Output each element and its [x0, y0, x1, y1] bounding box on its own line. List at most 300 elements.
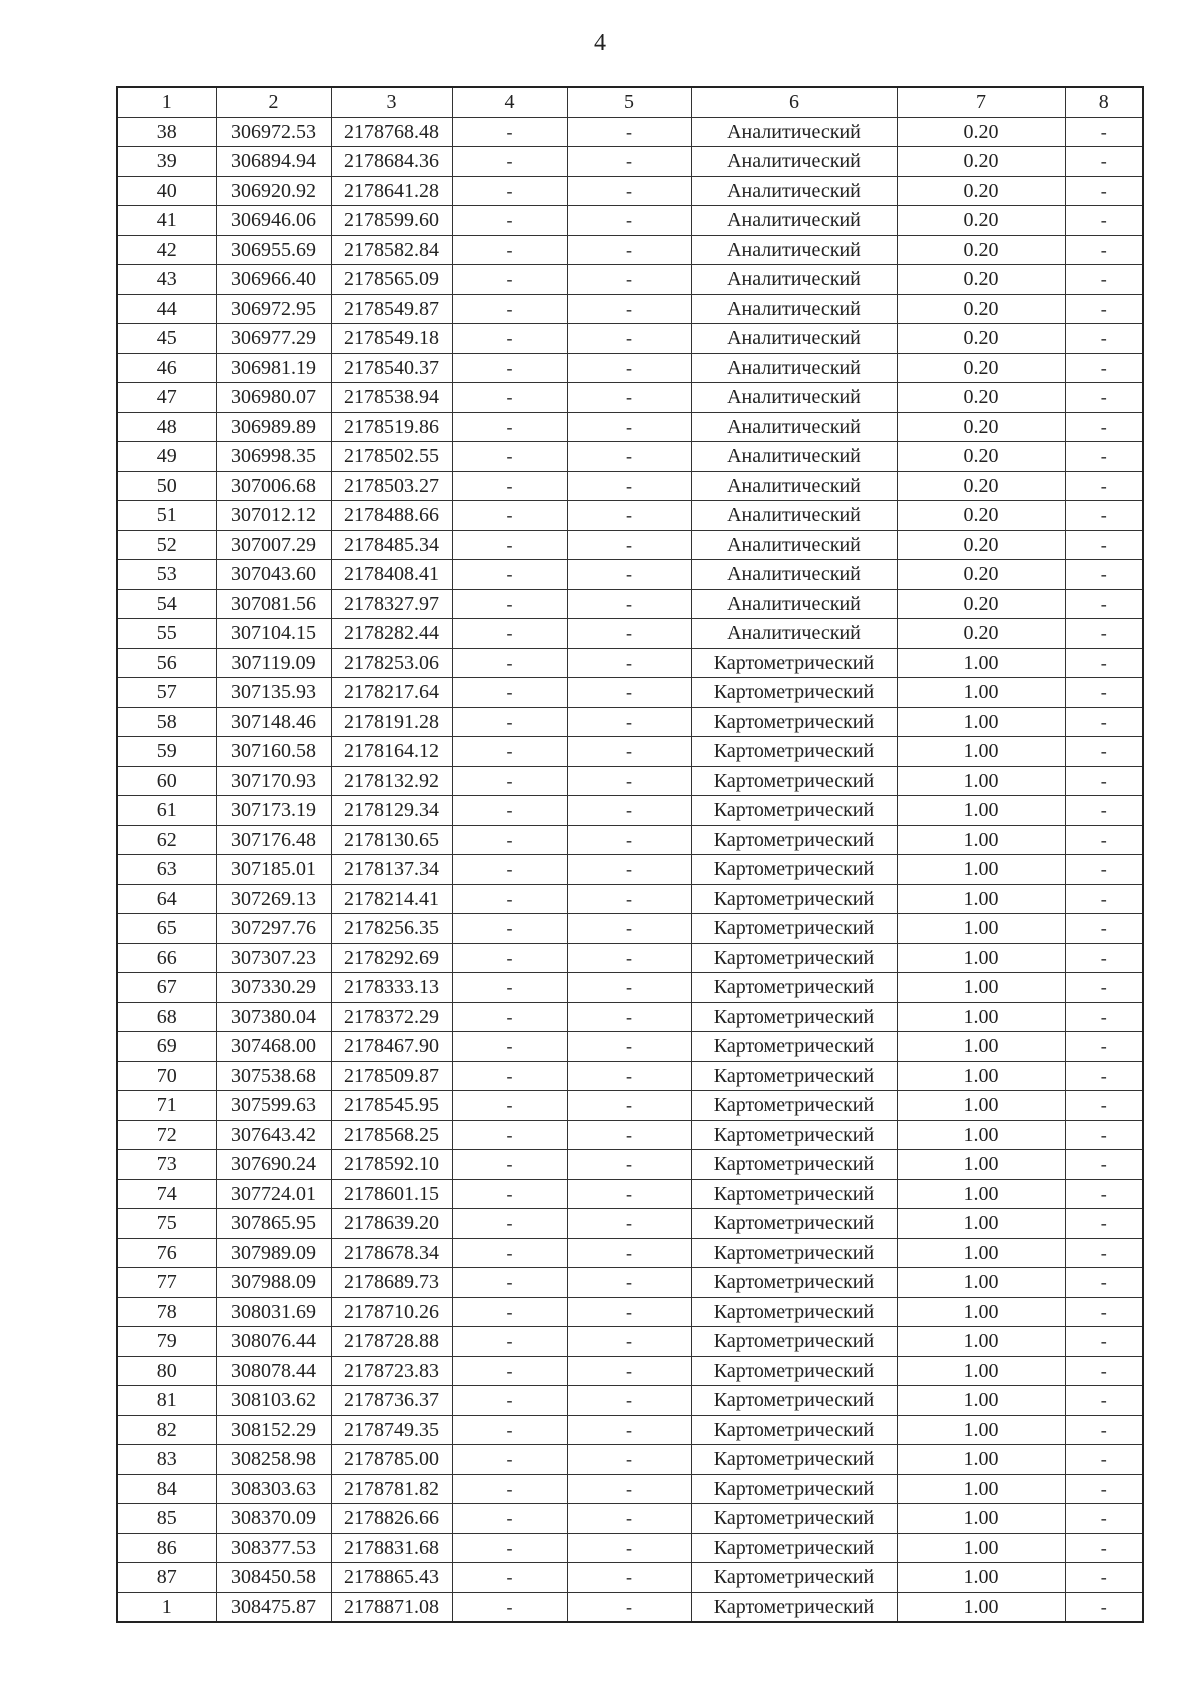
table-cell: -	[452, 560, 567, 590]
table-cell: 2178191.28	[331, 707, 452, 737]
table-cell: -	[567, 294, 691, 324]
table-cell: 1.00	[897, 1297, 1065, 1327]
table-cell: Картометрический	[691, 1533, 897, 1563]
table-cell: -	[567, 442, 691, 472]
table-cell: -	[1065, 914, 1143, 944]
table-cell: 1.00	[897, 914, 1065, 944]
table-cell: -	[1065, 530, 1143, 560]
table-cell: 307643.42	[216, 1120, 331, 1150]
table-cell: -	[567, 619, 691, 649]
table-cell: Картометрический	[691, 1179, 897, 1209]
table-cell: 2178333.13	[331, 973, 452, 1003]
table-cell: 2178736.37	[331, 1386, 452, 1416]
table-cell: -	[567, 678, 691, 708]
table-cell: -	[452, 1032, 567, 1062]
table-cell: 39	[117, 147, 216, 177]
table-row	[117, 855, 1143, 885]
table-row	[117, 147, 1143, 177]
table-cell: -	[1065, 943, 1143, 973]
table-cell: Аналитический	[691, 383, 897, 413]
table-cell: 68	[117, 1002, 216, 1032]
table-cell: -	[452, 1238, 567, 1268]
table-row	[117, 235, 1143, 265]
table-cell: -	[1065, 884, 1143, 914]
table-cell: -	[452, 412, 567, 442]
table-row	[117, 265, 1143, 295]
table-cell: 2178565.09	[331, 265, 452, 295]
table-row	[117, 589, 1143, 619]
table-cell: 2178503.27	[331, 471, 452, 501]
table-cell: Аналитический	[691, 412, 897, 442]
table-cell: 1.00	[897, 1356, 1065, 1386]
table-cell: 1.00	[897, 1327, 1065, 1357]
table-cell: 2178781.82	[331, 1474, 452, 1504]
table-cell: 1.00	[897, 1061, 1065, 1091]
column-header: 8	[1065, 87, 1143, 117]
table-cell: 2178292.69	[331, 943, 452, 973]
table-cell: 2178641.28	[331, 176, 452, 206]
table-cell: -	[452, 471, 567, 501]
table-row	[117, 1002, 1143, 1032]
table-cell: -	[567, 383, 691, 413]
table-cell: -	[567, 1356, 691, 1386]
table-cell: -	[1065, 1091, 1143, 1121]
table-cell: -	[1065, 648, 1143, 678]
table-cell: -	[1065, 442, 1143, 472]
table-cell: 49	[117, 442, 216, 472]
table-cell: -	[452, 1179, 567, 1209]
table-cell: Аналитический	[691, 147, 897, 177]
table-cell: 80	[117, 1356, 216, 1386]
table-cell: Картометрический	[691, 884, 897, 914]
table-cell: -	[452, 1002, 567, 1032]
table-cell: -	[1065, 973, 1143, 1003]
table-cell: 307269.13	[216, 884, 331, 914]
table-cell: 46	[117, 353, 216, 383]
table-cell: 0.20	[897, 501, 1065, 531]
table-cell: 2178509.87	[331, 1061, 452, 1091]
table-cell: -	[452, 973, 567, 1003]
table-cell: -	[1065, 265, 1143, 295]
table-row	[117, 1120, 1143, 1150]
table-cell: 2178549.87	[331, 294, 452, 324]
table-cell: 85	[117, 1504, 216, 1534]
table-cell: -	[567, 176, 691, 206]
table-cell: Картометрический	[691, 1238, 897, 1268]
table-row	[117, 1356, 1143, 1386]
table-cell: 44	[117, 294, 216, 324]
table-cell: 306980.07	[216, 383, 331, 413]
table-cell: -	[567, 324, 691, 354]
table-cell: -	[567, 206, 691, 236]
table-cell: 1.00	[897, 1091, 1065, 1121]
table-row	[117, 383, 1143, 413]
table-cell: 2178485.34	[331, 530, 452, 560]
table-cell: -	[452, 1474, 567, 1504]
table-row	[117, 117, 1143, 147]
table-row	[117, 825, 1143, 855]
table-cell: -	[567, 707, 691, 737]
table-cell: -	[452, 117, 567, 147]
table-row	[117, 678, 1143, 708]
table-cell: 2178582.84	[331, 235, 452, 265]
table-cell: 2178253.06	[331, 648, 452, 678]
table-cell: -	[452, 914, 567, 944]
table-cell: 66	[117, 943, 216, 973]
table-cell: 1.00	[897, 1238, 1065, 1268]
table-cell: -	[452, 235, 567, 265]
table-cell: -	[567, 884, 691, 914]
table-cell: Картометрический	[691, 855, 897, 885]
table-cell: Картометрический	[691, 766, 897, 796]
table-row	[117, 1297, 1143, 1327]
table-cell: 62	[117, 825, 216, 855]
table-cell: -	[1065, 501, 1143, 531]
table-cell: 308475.87	[216, 1592, 331, 1622]
table-row	[117, 1474, 1143, 1504]
table-cell: 1.00	[897, 1563, 1065, 1593]
table-cell: 306989.89	[216, 412, 331, 442]
table-cell: -	[1065, 1297, 1143, 1327]
table-cell: Картометрический	[691, 1356, 897, 1386]
table-cell: -	[1065, 1563, 1143, 1593]
table-cell: 308450.58	[216, 1563, 331, 1593]
table-cell: -	[452, 1091, 567, 1121]
table-cell: 307989.09	[216, 1238, 331, 1268]
table-cell: 2178723.83	[331, 1356, 452, 1386]
table-cell: 2178327.97	[331, 589, 452, 619]
table-cell: -	[1065, 1327, 1143, 1357]
table-cell: 306977.29	[216, 324, 331, 354]
table-row	[117, 1504, 1143, 1534]
table-cell: Картометрический	[691, 737, 897, 767]
table-cell: 82	[117, 1415, 216, 1445]
table-row	[117, 1415, 1143, 1445]
table-cell: -	[1065, 1504, 1143, 1534]
table-cell: Аналитический	[691, 265, 897, 295]
table-cell: 307690.24	[216, 1150, 331, 1180]
table-cell: -	[567, 530, 691, 560]
table-cell: Аналитический	[691, 560, 897, 590]
table-cell: 1.00	[897, 1150, 1065, 1180]
table-cell: Аналитический	[691, 176, 897, 206]
table-cell: 307724.01	[216, 1179, 331, 1209]
table-cell: 308258.98	[216, 1445, 331, 1475]
table-cell: 2178538.94	[331, 383, 452, 413]
table-cell: -	[1065, 353, 1143, 383]
table-cell: 50	[117, 471, 216, 501]
table-cell: -	[567, 737, 691, 767]
coordinates-table	[116, 86, 1144, 1623]
table-cell: 51	[117, 501, 216, 531]
table-cell: Картометрический	[691, 1209, 897, 1239]
table-cell: 41	[117, 206, 216, 236]
table-cell: 2178519.86	[331, 412, 452, 442]
table-cell: Картометрический	[691, 678, 897, 708]
table-cell: -	[1065, 1002, 1143, 1032]
table-cell: -	[567, 855, 691, 885]
table-cell: -	[452, 1386, 567, 1416]
table-cell: -	[1065, 1445, 1143, 1475]
table-cell: -	[567, 1563, 691, 1593]
table-row	[117, 1061, 1143, 1091]
table-cell: -	[1065, 1150, 1143, 1180]
table-cell: 0.20	[897, 589, 1065, 619]
table-row	[117, 1091, 1143, 1121]
table-cell: -	[567, 412, 691, 442]
table-cell: Картометрический	[691, 973, 897, 1003]
table-cell: Аналитический	[691, 117, 897, 147]
table-cell: -	[1065, 678, 1143, 708]
table-cell: 0.20	[897, 235, 1065, 265]
table-cell: 63	[117, 855, 216, 885]
table-cell: -	[452, 1150, 567, 1180]
table-cell: -	[452, 796, 567, 826]
table-cell: 307599.63	[216, 1091, 331, 1121]
table-cell: 55	[117, 619, 216, 649]
table-cell: 47	[117, 383, 216, 413]
table-cell: 2178639.20	[331, 1209, 452, 1239]
table-cell: -	[567, 825, 691, 855]
table-cell: -	[452, 884, 567, 914]
table-row	[117, 648, 1143, 678]
table-cell: -	[452, 206, 567, 236]
table-cell: 69	[117, 1032, 216, 1062]
table-cell: 2178540.37	[331, 353, 452, 383]
table-cell: -	[567, 1268, 691, 1298]
table-cell: 308152.29	[216, 1415, 331, 1445]
table-cell: Картометрический	[691, 1120, 897, 1150]
table-cell: 2178601.15	[331, 1179, 452, 1209]
table-cell: 2178678.34	[331, 1238, 452, 1268]
table-cell: -	[1065, 1032, 1143, 1062]
table-cell: -	[567, 1061, 691, 1091]
table-cell: Картометрический	[691, 707, 897, 737]
table-cell: -	[1065, 1474, 1143, 1504]
table-cell: 307006.68	[216, 471, 331, 501]
table-cell: 2178137.34	[331, 855, 452, 885]
table-cell: Картометрический	[691, 1415, 897, 1445]
table-row	[117, 1327, 1143, 1357]
table-cell: Картометрический	[691, 914, 897, 944]
column-header: 2	[216, 87, 331, 117]
table-cell: 64	[117, 884, 216, 914]
table-cell: 307007.29	[216, 530, 331, 560]
table-row	[117, 1592, 1143, 1622]
table-cell: 306972.95	[216, 294, 331, 324]
table-cell: -	[1065, 619, 1143, 649]
table-cell: 61	[117, 796, 216, 826]
table-cell: -	[1065, 147, 1143, 177]
table-cell: Картометрический	[691, 1268, 897, 1298]
table-cell: 308377.53	[216, 1533, 331, 1563]
table-row	[117, 619, 1143, 649]
table-cell: -	[1065, 1209, 1143, 1239]
table-cell: 0.20	[897, 383, 1065, 413]
column-header: 4	[452, 87, 567, 117]
page-number: 4	[594, 30, 606, 56]
table-cell: -	[452, 737, 567, 767]
table-cell: -	[1065, 176, 1143, 206]
table-cell: -	[452, 1563, 567, 1593]
table-cell: 307173.19	[216, 796, 331, 826]
table-cell: Картометрический	[691, 648, 897, 678]
table-row	[117, 530, 1143, 560]
table-cell: 307380.04	[216, 1002, 331, 1032]
table-cell: 2178256.35	[331, 914, 452, 944]
table-cell: 307160.58	[216, 737, 331, 767]
table-cell: 307119.09	[216, 648, 331, 678]
table-cell: 306955.69	[216, 235, 331, 265]
table-cell: Картометрический	[691, 1445, 897, 1475]
table-cell: 306966.40	[216, 265, 331, 295]
table-cell: 307988.09	[216, 1268, 331, 1298]
table-cell: 0.20	[897, 265, 1065, 295]
table-row	[117, 973, 1143, 1003]
table-cell: 2178164.12	[331, 737, 452, 767]
table-cell: -	[567, 1238, 691, 1268]
table-row	[117, 412, 1143, 442]
table-cell: -	[1065, 1268, 1143, 1298]
table-cell: -	[452, 353, 567, 383]
table-row	[117, 707, 1143, 737]
table-cell: -	[452, 1592, 567, 1622]
table-row	[117, 796, 1143, 826]
table-cell: 70	[117, 1061, 216, 1091]
table-cell: Картометрический	[691, 1592, 897, 1622]
table-cell: -	[1065, 471, 1143, 501]
table-cell: Аналитический	[691, 294, 897, 324]
table-cell: 2178785.00	[331, 1445, 452, 1475]
table-cell: -	[567, 943, 691, 973]
table-cell: 2178545.95	[331, 1091, 452, 1121]
table-cell: -	[1065, 1533, 1143, 1563]
table-cell: -	[452, 1327, 567, 1357]
table-cell: 54	[117, 589, 216, 619]
table-cell: 76	[117, 1238, 216, 1268]
table-cell: -	[1065, 235, 1143, 265]
table-cell: 2178871.08	[331, 1592, 452, 1622]
table-cell: 83	[117, 1445, 216, 1475]
table-cell: 2178549.18	[331, 324, 452, 354]
table-cell: 307538.68	[216, 1061, 331, 1091]
table-cell: -	[567, 235, 691, 265]
table-cell: 1.00	[897, 1474, 1065, 1504]
table-cell: Аналитический	[691, 530, 897, 560]
table-row	[117, 501, 1143, 531]
table-cell: -	[567, 1504, 691, 1534]
table-cell: 71	[117, 1091, 216, 1121]
table-cell: 1.00	[897, 1504, 1065, 1534]
header-row	[117, 87, 1143, 117]
table-cell: 87	[117, 1563, 216, 1593]
table-cell: -	[452, 147, 567, 177]
table-cell: 0.20	[897, 530, 1065, 560]
table-cell: 0.20	[897, 147, 1065, 177]
table-cell: 2178132.92	[331, 766, 452, 796]
table-cell: 0.20	[897, 324, 1065, 354]
table-cell: Картометрический	[691, 943, 897, 973]
table-cell: 1.00	[897, 1386, 1065, 1416]
table-cell: 1.00	[897, 1268, 1065, 1298]
table-cell: Картометрический	[691, 1061, 897, 1091]
table-cell: 307148.46	[216, 707, 331, 737]
table-cell: -	[452, 707, 567, 737]
column-header: 5	[567, 87, 691, 117]
table-cell: 308370.09	[216, 1504, 331, 1534]
table-cell: 40	[117, 176, 216, 206]
table-cell: 2178488.66	[331, 501, 452, 531]
table-cell: 308078.44	[216, 1356, 331, 1386]
table-cell: 306998.35	[216, 442, 331, 472]
table-cell: 2178749.35	[331, 1415, 452, 1445]
table-cell: 57	[117, 678, 216, 708]
table-cell: 1.00	[897, 1209, 1065, 1239]
table-cell: -	[1065, 383, 1143, 413]
table-cell: -	[452, 1061, 567, 1091]
table-cell: -	[452, 324, 567, 354]
table-cell: 0.20	[897, 294, 1065, 324]
column-header: 6	[691, 87, 897, 117]
table-cell: 1.00	[897, 678, 1065, 708]
table-cell: 67	[117, 973, 216, 1003]
table-row	[117, 766, 1143, 796]
table-cell: -	[1065, 707, 1143, 737]
table-cell: 2178502.55	[331, 442, 452, 472]
table-cell: 2178768.48	[331, 117, 452, 147]
table-row	[117, 442, 1143, 472]
table-cell: -	[452, 265, 567, 295]
table-cell: -	[1065, 206, 1143, 236]
table-cell: -	[452, 678, 567, 708]
table-cell: 86	[117, 1533, 216, 1563]
table-cell: -	[1065, 766, 1143, 796]
table-cell: Аналитический	[691, 324, 897, 354]
table-cell: 306981.19	[216, 353, 331, 383]
table-cell: Картометрический	[691, 1032, 897, 1062]
table-cell: 2178568.25	[331, 1120, 452, 1150]
table-cell: 0.20	[897, 619, 1065, 649]
table-cell: 1.00	[897, 1445, 1065, 1475]
table-cell: 2178217.64	[331, 678, 452, 708]
table-cell: -	[1065, 855, 1143, 885]
table-cell: 307170.93	[216, 766, 331, 796]
table-row	[117, 471, 1143, 501]
table-cell: -	[567, 648, 691, 678]
table-cell: -	[567, 1474, 691, 1504]
table-cell: -	[452, 1356, 567, 1386]
table-cell: 60	[117, 766, 216, 796]
table-cell: 2178592.10	[331, 1150, 452, 1180]
table-cell: 73	[117, 1150, 216, 1180]
table-cell: 307185.01	[216, 855, 331, 885]
table-cell: -	[452, 1120, 567, 1150]
table-cell: -	[1065, 796, 1143, 826]
table-cell: 308076.44	[216, 1327, 331, 1357]
table-cell: 1.00	[897, 855, 1065, 885]
table-cell: -	[452, 530, 567, 560]
table-cell: Картометрический	[691, 1504, 897, 1534]
table-cell: -	[1065, 1592, 1143, 1622]
table-cell: -	[452, 1445, 567, 1475]
table-cell: 56	[117, 648, 216, 678]
table-cell: 0.20	[897, 206, 1065, 236]
table-cell: 0.20	[897, 176, 1065, 206]
table-cell: 2178599.60	[331, 206, 452, 236]
table-cell: Картометрический	[691, 1297, 897, 1327]
table-cell: -	[452, 501, 567, 531]
table-cell: -	[567, 147, 691, 177]
